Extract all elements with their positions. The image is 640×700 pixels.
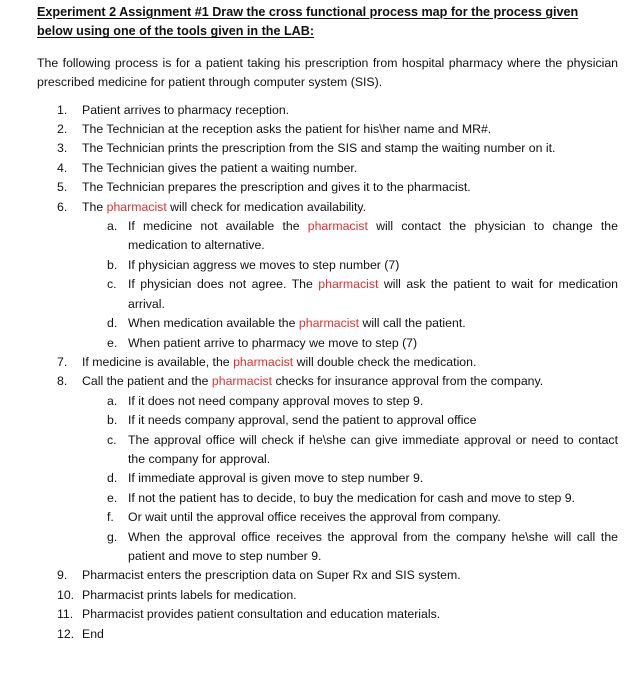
step-text: Pharmacist prints labels for medication. [82,587,297,602]
list-item [37,159,618,178]
substep-text: If immediate approval is given move to step number 9. [128,471,424,486]
list-item [82,392,618,411]
substep-letter: b. [107,413,118,428]
step-text-post: will check for medication availability. [166,199,367,214]
assignment-title [37,3,618,42]
substep-text-pre: When medication available the [128,316,299,331]
substep-text-pre: If medicine not available the [128,219,308,234]
list-item [37,586,618,605]
step-text: The Technician prepares the prescription and gives it to the pharmacist. [82,180,471,195]
list-item [37,120,618,139]
step-number: 2. [57,122,68,137]
list-item [82,489,618,508]
step-number: 12. [57,626,75,641]
step-number: 3. [57,141,68,156]
role-highlight: pharmacist [233,354,294,369]
list-item [82,469,618,488]
list-item [37,372,618,566]
substep-letter: g. [107,529,118,544]
step-number: 10. [57,587,75,602]
substep-letter: f. [107,510,114,525]
list-item [82,275,618,314]
list-item [37,605,618,624]
step-number: 9. [57,568,68,583]
step-number: 8. [57,374,68,389]
list-item [37,139,618,158]
substep-text: If physician aggress we moves to step number (7) [128,257,400,272]
substep-letter: d. [107,471,118,486]
step-text-pre: Call the patient and the [82,374,212,389]
substep-letter: b. [107,257,118,272]
list-item [82,411,618,430]
step-number: 5. [57,180,68,195]
substep-text-post: will call the patient. [359,316,466,331]
list-item [82,508,618,527]
list-item [37,178,618,197]
step-text-pre: The [82,199,107,214]
substep-text: The approval office will check if he\she can give immediate approval or need to contact the company for approval. [128,432,618,466]
substep-letter: a. [107,393,118,408]
list-item [82,314,618,333]
step-text-post: will double check the medication. [293,354,477,369]
list-item [37,101,618,120]
step-text: End [82,626,104,641]
role-highlight: pharmacist [307,219,368,234]
step-text-post: checks for insurance approval from the company. [272,374,544,389]
list-item [37,625,618,644]
step-number: 6. [57,199,68,214]
list-item [82,431,618,470]
substep-letter: d. [107,316,118,331]
substep-letter: c. [107,432,117,447]
role-highlight: pharmacist [211,374,273,389]
role-highlight: pharmacist [298,316,360,331]
step-text: Pharmacist enters the prescription data on Super Rx and SIS system. [82,568,461,583]
role-highlight: pharmacist [318,277,379,292]
substep-text-pre: If physician does not agree. The [128,277,319,292]
substep-text: Or wait until the approval office receives the approval from company. [128,510,501,525]
substep-letter: e. [107,335,118,350]
step-text: The Technician at the reception asks the patient for his\her name and MR#. [82,122,492,137]
substep-letter: c. [107,277,117,292]
substep-text-post: will ask the patient to wait for medication arrival. [128,277,618,311]
step-text: The Technician gives the patient a waiting number. [82,160,358,175]
list-item [82,256,618,275]
substep-text: If not the patient has to decide, to buy the medication for cash and move to step 9. [128,490,576,505]
list-item [37,353,618,372]
step-8-substeps [82,392,618,567]
substep-text: When the approval office receives the approval from the company he\she will call the patient and move to step number 9. [128,529,618,563]
step-number: 1. [57,102,68,117]
step-6-substeps [82,217,618,353]
process-steps-list [37,101,618,644]
list-item [82,334,618,353]
substep-text: If it does not need company approval moves to step 9. [128,393,424,408]
step-text: The Technician prints the prescription from the SIS and stamp the waiting number on it. [82,141,556,156]
list-item [37,566,618,585]
list-item [37,198,618,353]
title-line-2: below using one of the tools given in the LAB: [37,24,315,39]
step-number: 7. [57,354,68,369]
intro-paragraph: The following process is for a patient taking his prescription from hospital pharmacy where the physician prescribed medicine for patient through computer system (SIS). [37,55,618,90]
substep-letter: a. [107,219,118,234]
step-number: 11. [57,607,74,622]
step-text: Patient arrives to pharmacy reception. [82,102,290,117]
substep-letter: e. [107,490,118,505]
substep-text: When patient arrive to pharmacy we move to step (7) [128,335,418,350]
substep-text-post: will contact the physician to change the medication to alternative. [128,219,618,253]
step-number: 4. [57,160,68,175]
step-text: Pharmacist provides patient consultation and education materials. [82,607,441,622]
title-line-1: Experiment 2 Assignment #1 Draw the cross functional process map for the process given [37,5,579,19]
list-item [82,217,618,256]
role-highlight: pharmacist [106,199,167,214]
substep-text: If it needs company approval, send the patient to approval office [128,413,477,428]
step-text-pre: If medicine is available, the [82,354,234,369]
list-item [82,528,618,567]
